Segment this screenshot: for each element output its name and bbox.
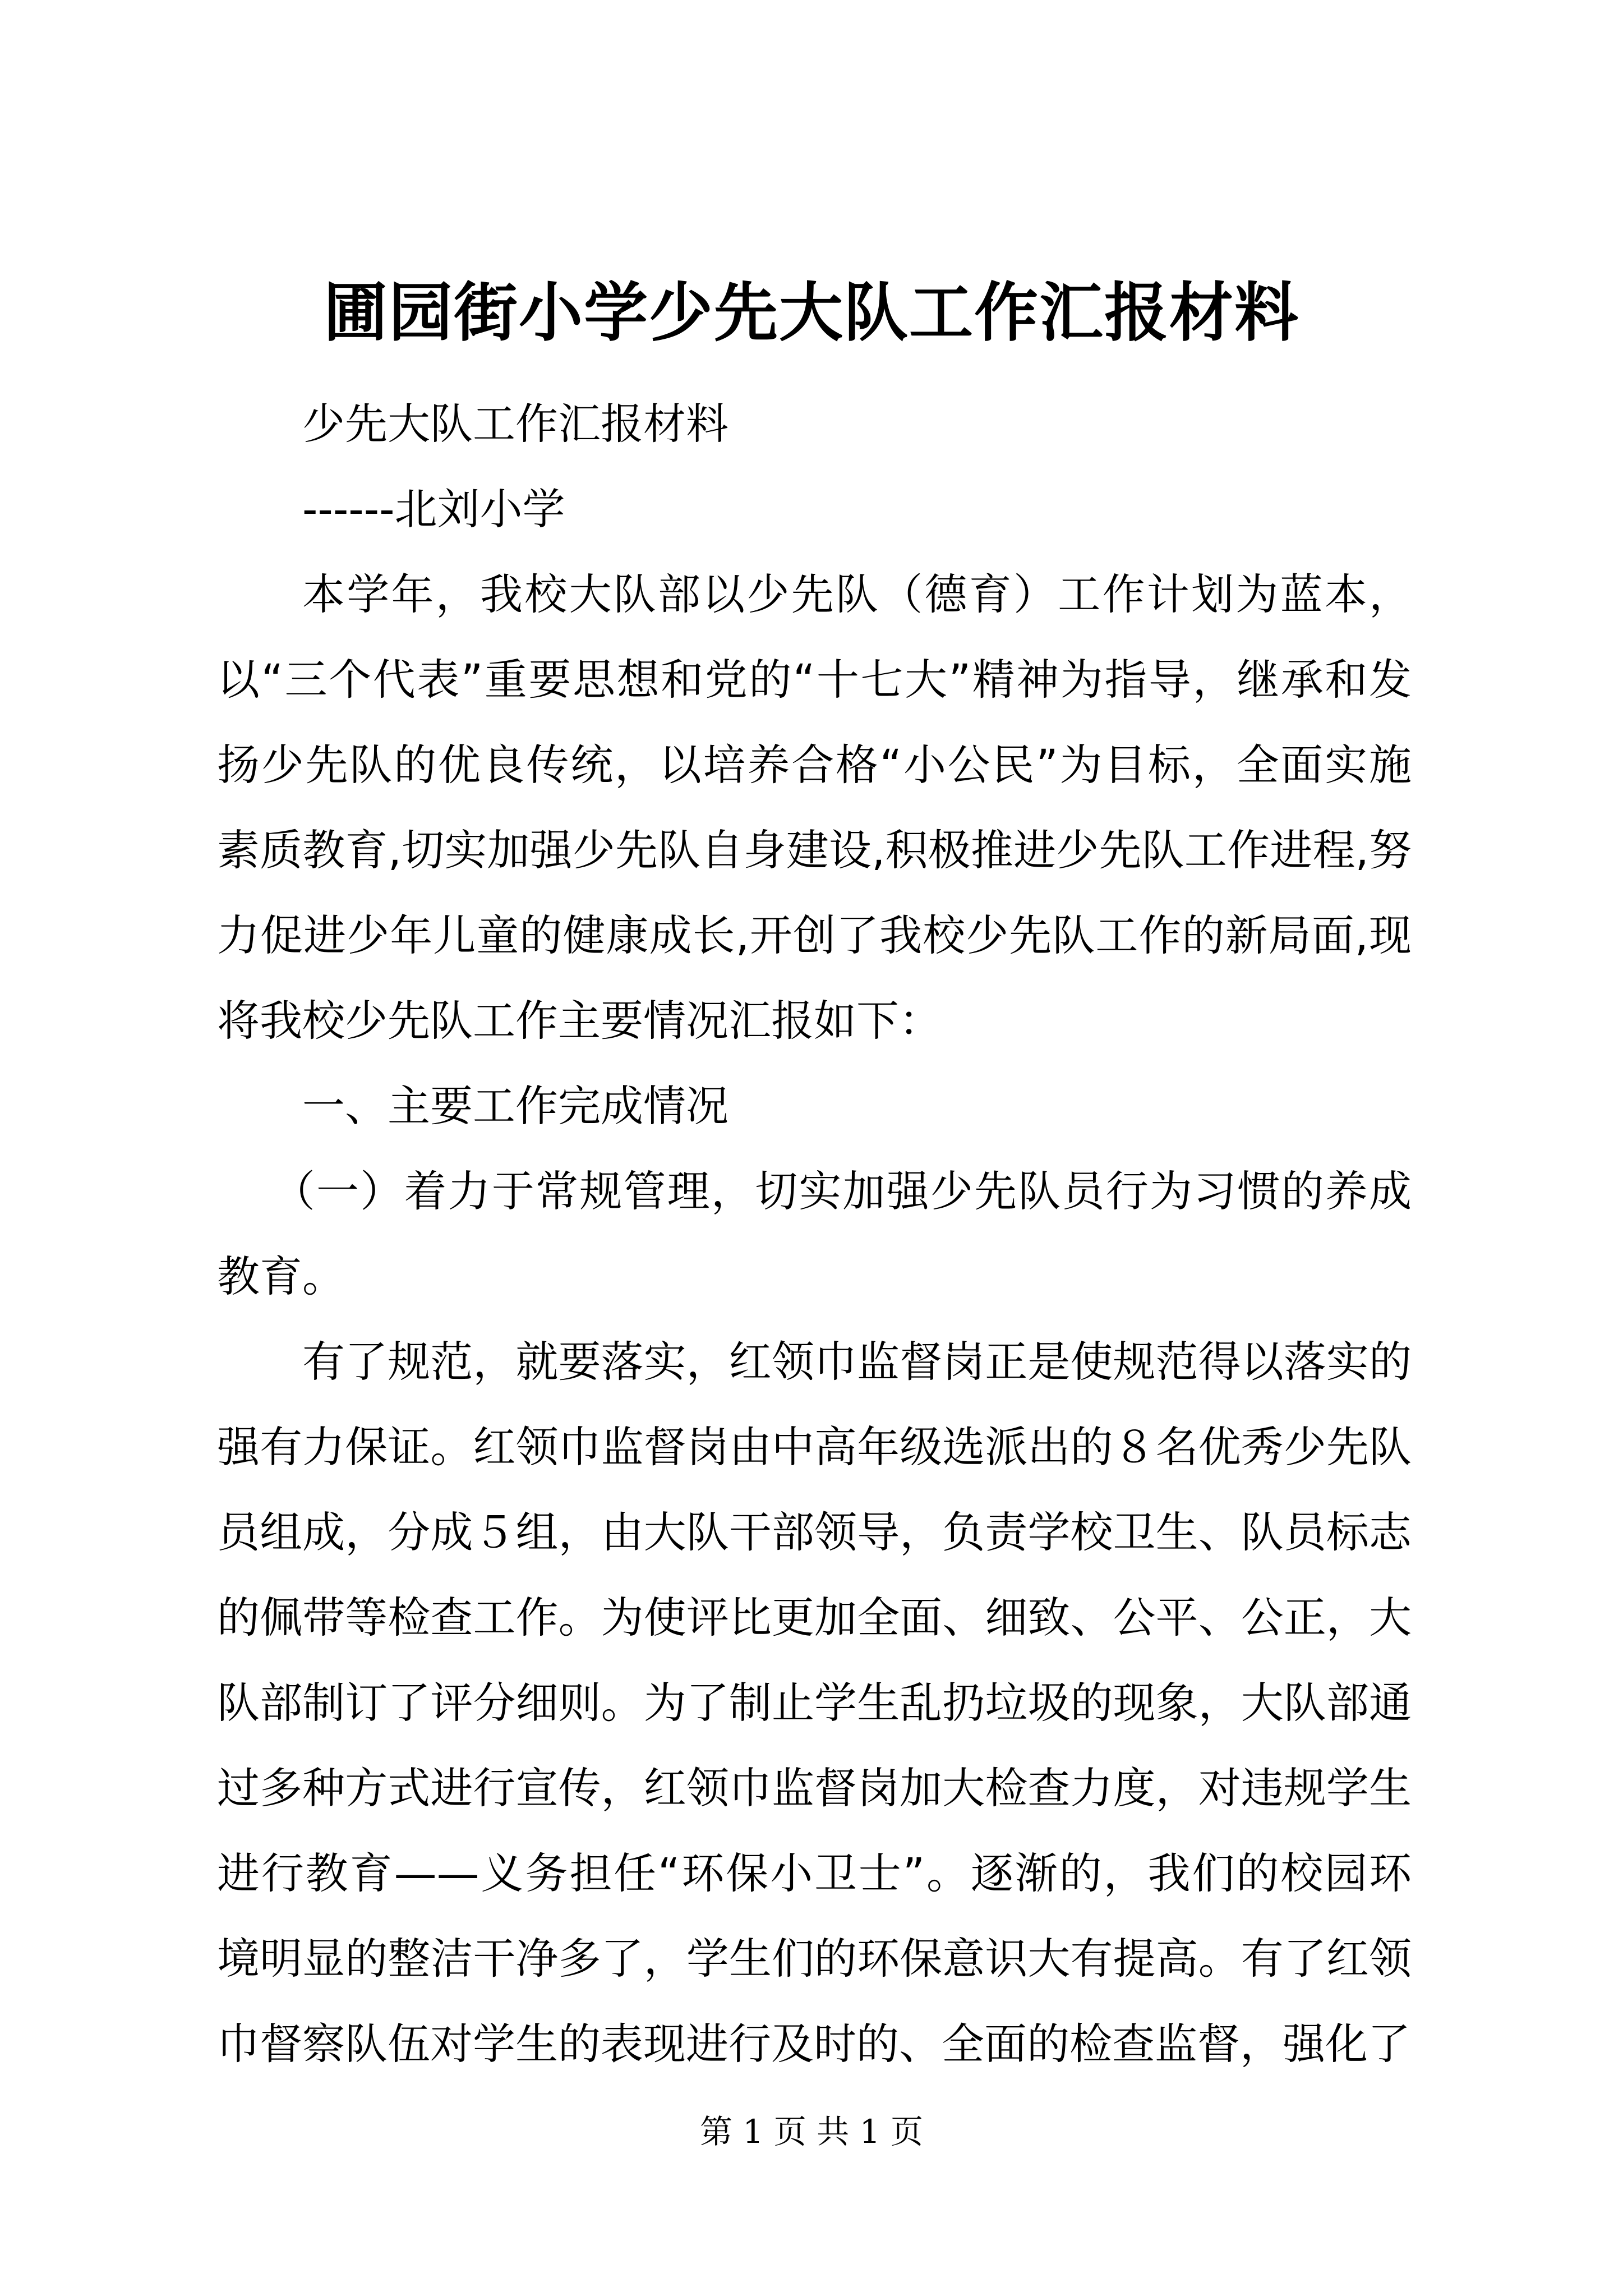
- section-heading: 一、主要工作完成情况: [302, 1081, 728, 1131]
- subtitle-paragraph: 少先大队工作汇报材料: [302, 399, 728, 449]
- author-line: ------北刘小学: [302, 484, 565, 534]
- subsection-heading: （一）着力于常规管理，切实加强少先队员行为习惯的养成教育。: [217, 1166, 1412, 1301]
- body-paragraph: 有了规范，就要落实，红领巾监督岗正是使规范得以落实的强有力保证。红领巾监督岗由中高年级选派出的８名优秀少先队员组成，分成５组，由大队干部领导，负责学校卫生、队员标志的佩带等检查工作。为使评比更加全面、细致、公平、公正，大队部制订了评分细则。为了制止学生乱扔垃圾的现象，大队部通过多种方式进行宣传，红领巾监督岗加大检查力度，对违规学生进行教育——义务担任“环保小卫士”。逐渐的，我们的校园环境明显的整洁干净多了，学生们的环保意识大有提高。有了红领巾督察队伍对学生的表现进行及时的、全面的检查监督，强化了: [217, 1337, 1412, 2069]
- page-footer: 第 1 页 共 1 页: [700, 2113, 923, 2151]
- document-title: 圃园街小学少先大队工作汇报材料: [323, 275, 1299, 350]
- intro-paragraph: 本学年，我校大队部以少先队（德育）工作计划为蓝本，以“三个代表”重要思想和党的“十七大”精神为指导，继承和发扬少先队的优良传统，以培养合格“小公民”为目标，全面实施素质教育,切实加强少先队自身建设,积极推进少先队工作进程,努力促进少年儿童的健康成长,开创了我校少先队工作的新局面,现将我校少先队工作主要情况汇报如下：: [217, 569, 1412, 1046]
- document-body: [217, 381, 1412, 2087]
